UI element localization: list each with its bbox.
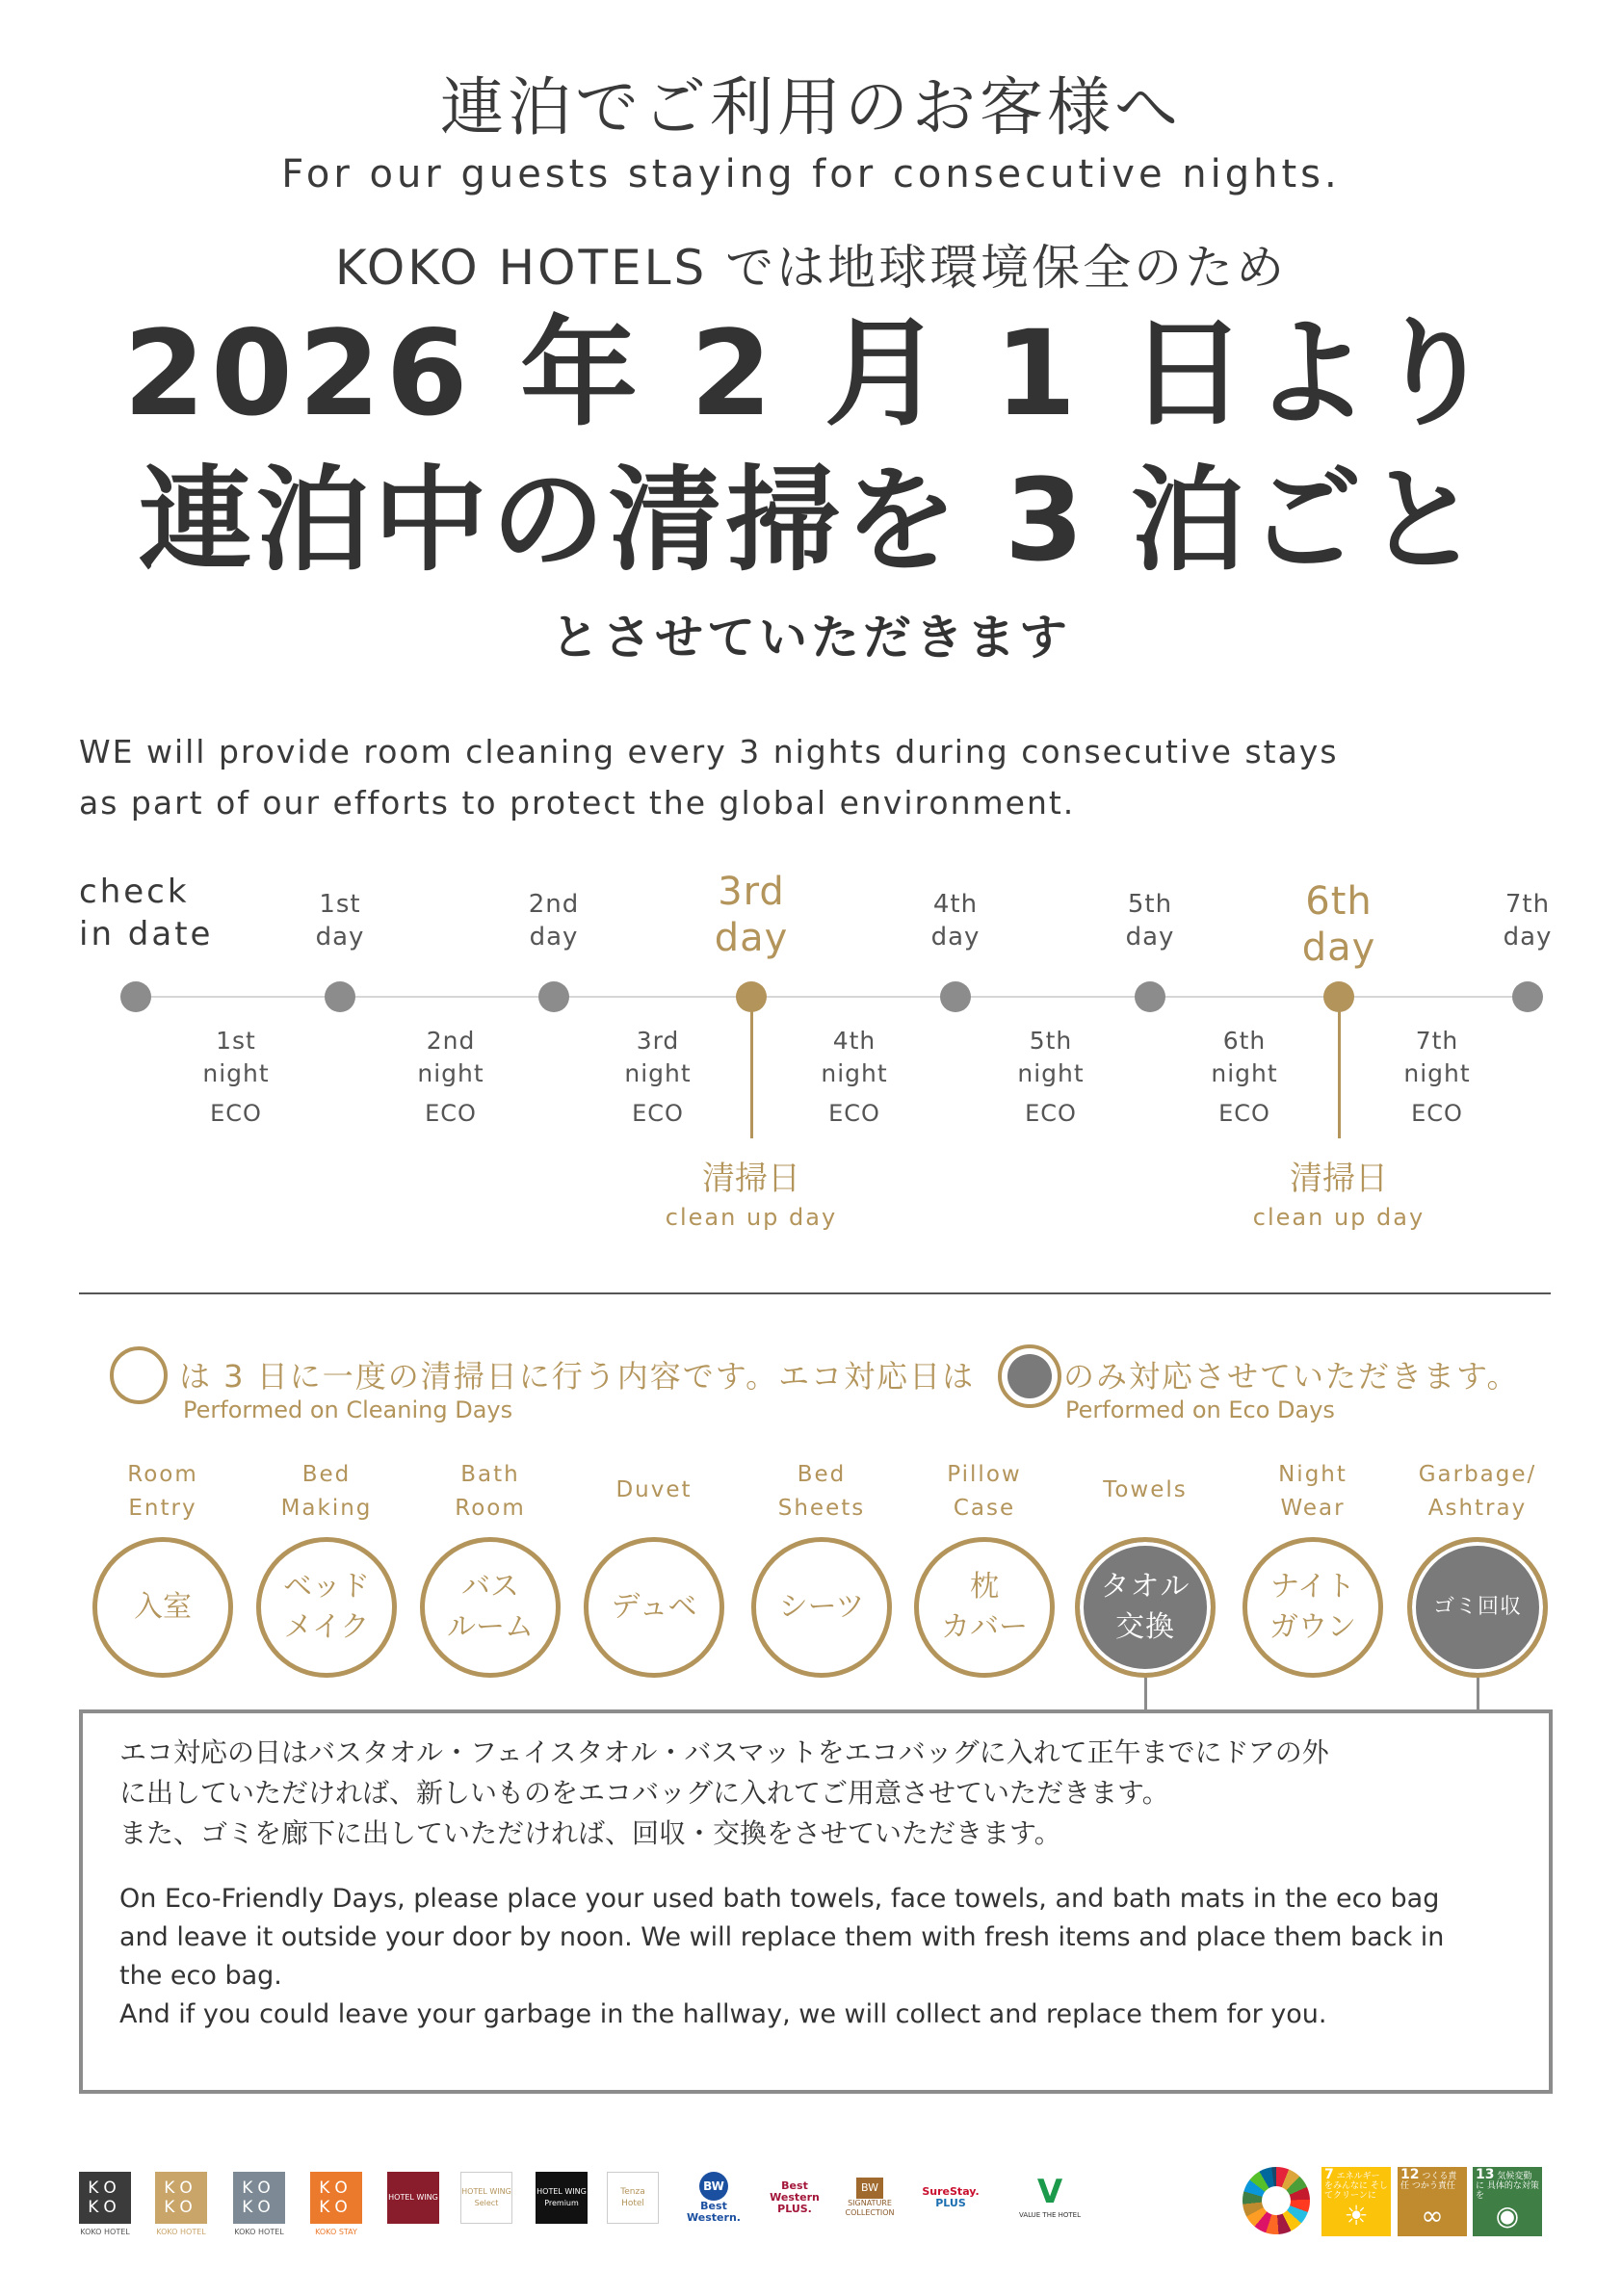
day-label-5: 5th day bbox=[1125, 890, 1175, 952]
cleanup-label-jp-day3: 清掃日 bbox=[702, 1160, 800, 1198]
service-label-pillow-case: Pillow Case bbox=[947, 1462, 1022, 1521]
towels-connector bbox=[1144, 1678, 1147, 1710]
cleanup-label-en-day6: clean up day bbox=[1252, 1204, 1426, 1231]
eco-info-jp: エコ対応の日はバスタオル・フェイスタオル・バスマットをエコバッグに入れて正午までにドアの外 に出していただければ、新しいものをエコバッグに入れてご用意させていただきます。 また、ゴミを廊下に出していただければ、回収・交換をさせていただきます。 bbox=[119, 1736, 1329, 1849]
timeline-dot-day5 bbox=[1135, 981, 1165, 1012]
headline-suffix: とさせていただきます bbox=[551, 610, 1071, 665]
service-bath-room: バス ルーム bbox=[420, 1537, 561, 1678]
legend-sub-cleaning: Performed on Cleaning Days bbox=[183, 1396, 513, 1423]
title-jp: 連泊でご利用のお客様へ bbox=[440, 70, 1182, 144]
night-label-7: 7th night bbox=[1403, 1027, 1471, 1087]
lead-jp: KOKO HOTELS では地球環境保全のため bbox=[334, 240, 1288, 296]
timeline-dot-checkin bbox=[120, 981, 151, 1012]
sdg-goal-13-icon: 13 気候変動に 具体的な対策を ◉ bbox=[1473, 2167, 1542, 2236]
section-divider bbox=[79, 1292, 1551, 1294]
service-label-night-wear: Night Wear bbox=[1278, 1462, 1347, 1521]
intro-en bbox=[79, 726, 1524, 828]
night-label-2: 2nd night bbox=[417, 1027, 484, 1087]
night-label-4: 4th night bbox=[821, 1027, 888, 1087]
eco-info-en: On Eco-Friendly Days, please place your used bath towels, face towels, and bath mats in the eco bag and leave it outside your door by noon. We will replace them with fresh items and place them back in the eco bag. And if you could leave your garbage in the hallway, we will collect and replace them for you. bbox=[119, 1884, 1445, 2029]
eco-label-3: ECO bbox=[632, 1100, 684, 1127]
koko-hotel-logo: KO KO bbox=[79, 2172, 131, 2224]
title-en: For our guests staying for consecutive nights. bbox=[281, 152, 1341, 196]
eco-label-1: ECO bbox=[210, 1100, 262, 1127]
headline-policy: 連泊中の清掃を 3 泊ごと bbox=[138, 454, 1484, 587]
timeline-dot-day3 bbox=[736, 981, 767, 1012]
eco-label-2: ECO bbox=[425, 1100, 477, 1127]
day-label-3-highlight: 3rd day bbox=[714, 870, 789, 960]
night-label-6: 6th night bbox=[1211, 1027, 1278, 1087]
koko-hotel-residence-caption: KOKO HOTEL bbox=[234, 2228, 284, 2236]
service-room-entry: 入室 bbox=[92, 1537, 233, 1678]
signature-collection-logo: BW SIGNATURE COLLECTION bbox=[844, 2172, 896, 2224]
service-label-bath-room: Bath Room bbox=[455, 1462, 526, 1521]
timeline-dot-day7 bbox=[1512, 981, 1543, 1012]
eco-label-4: ECO bbox=[828, 1100, 880, 1127]
day-label-1: 1st day bbox=[315, 890, 365, 952]
eco-label-5: ECO bbox=[1025, 1100, 1077, 1127]
night-label-1: 1st night bbox=[202, 1027, 270, 1087]
night-label-5: 5th night bbox=[1017, 1027, 1085, 1087]
legend-text-eco: のみ対応させていただきます。 bbox=[1063, 1358, 1520, 1395]
service-garbage-eco: ゴミ回収 bbox=[1407, 1537, 1548, 1678]
tenza-hotel-logo: Tenza Hotel bbox=[607, 2172, 659, 2224]
legend-sub-eco: Performed on Eco Days bbox=[1065, 1396, 1335, 1423]
service-label-bed-making: Bed Making bbox=[280, 1462, 373, 1521]
service-label-bed-sheets: Bed Sheets bbox=[777, 1462, 866, 1521]
legend-cleaning-circle-icon bbox=[110, 1346, 168, 1404]
service-bed-sheets: シーツ bbox=[751, 1537, 892, 1678]
sdg-goal-7-icon: 7 エネルギーをみんなに そしてクリーンに ☀ bbox=[1321, 2167, 1391, 2236]
legend-eco-circle-fill bbox=[1007, 1354, 1052, 1398]
cleanup-label-jp-day6: 清掃日 bbox=[1290, 1160, 1388, 1198]
timeline-dot-day4 bbox=[940, 981, 971, 1012]
best-western-plus-logo: Best Western PLUS. bbox=[770, 2179, 820, 2215]
sdg-wheel-center bbox=[1262, 2186, 1291, 2215]
value-the-hotel-logo: V VALUE THE HOTEL bbox=[1018, 2173, 1081, 2219]
timeline-dot-day6 bbox=[1323, 981, 1354, 1012]
eco-label-7: ECO bbox=[1411, 1100, 1463, 1127]
hotel-wing-logo: HOTEL WING bbox=[387, 2172, 439, 2224]
intro-en-line1: WE will provide room cleaning every 3 nights during consecutive stays bbox=[79, 733, 1339, 770]
legend-text-cleaning: は 3 日に一度の清掃日に行う内容です。エコ対応日は bbox=[179, 1358, 976, 1395]
hotel-wing-select-logo: HOTEL WING Select bbox=[460, 2172, 512, 2224]
hotel-wing-premium-logo: HOTEL WING Premium bbox=[536, 2172, 588, 2224]
timeline-dot-day1 bbox=[325, 981, 355, 1012]
koko-hotel-residence-logo: KO KO bbox=[233, 2172, 285, 2224]
eco-label-6: ECO bbox=[1218, 1100, 1270, 1127]
service-towels-eco: タオル 交換 bbox=[1075, 1537, 1216, 1678]
day-label-7: 7th day bbox=[1503, 890, 1553, 952]
service-label-garbage: Garbage/ Ashtray bbox=[1418, 1462, 1537, 1521]
day-label-6-highlight: 6th day bbox=[1301, 879, 1376, 970]
koko-stay-caption: KOKO STAY bbox=[315, 2228, 357, 2236]
headline-date: 2026 年 2 月 1 日より bbox=[123, 305, 1499, 442]
day-label-2: 2nd day bbox=[528, 890, 580, 952]
service-bed-making: ベッド メイク bbox=[256, 1537, 397, 1678]
eco-info-box bbox=[79, 1709, 1553, 2094]
checkin-label: check in date bbox=[79, 873, 214, 953]
service-duvet: デュベ bbox=[584, 1537, 724, 1678]
cleanup-label-en-day3: clean up day bbox=[665, 1204, 838, 1231]
day-label-4: 4th day bbox=[930, 890, 981, 952]
service-pillow-case: 枕 カバー bbox=[914, 1537, 1055, 1678]
cleanup-marker-day6 bbox=[1338, 1011, 1341, 1138]
service-label-towels: Towels bbox=[1103, 1477, 1188, 1502]
sdg-goal-12-icon: 12 つくる責任 つかう責任 ∞ bbox=[1398, 2167, 1467, 2236]
cleanup-marker-day3 bbox=[750, 1011, 753, 1138]
intro-en-line2: as part of our efforts to protect the global environment. bbox=[79, 784, 1076, 822]
koko-hotel-caption: KOKO HOTEL bbox=[80, 2228, 130, 2236]
surestay-plus-logo: SureStay. PLUS bbox=[922, 2185, 980, 2209]
service-label-duvet: Duvet bbox=[615, 1477, 693, 1502]
service-label-room-entry: Room Entry bbox=[127, 1462, 198, 1521]
service-night-wear: ナイト ガウン bbox=[1243, 1537, 1383, 1678]
koko-hotel-premium-caption: KOKO HOTEL bbox=[156, 2228, 206, 2236]
timeline-dot-day2 bbox=[538, 981, 569, 1012]
koko-stay-logo: KO KO bbox=[310, 2172, 362, 2224]
garbage-connector bbox=[1477, 1678, 1479, 1710]
koko-hotel-premium-logo: KO KO bbox=[155, 2172, 207, 2224]
night-label-3: 3rd night bbox=[624, 1027, 692, 1087]
best-western-logo: BW Best Western. bbox=[688, 2172, 740, 2224]
